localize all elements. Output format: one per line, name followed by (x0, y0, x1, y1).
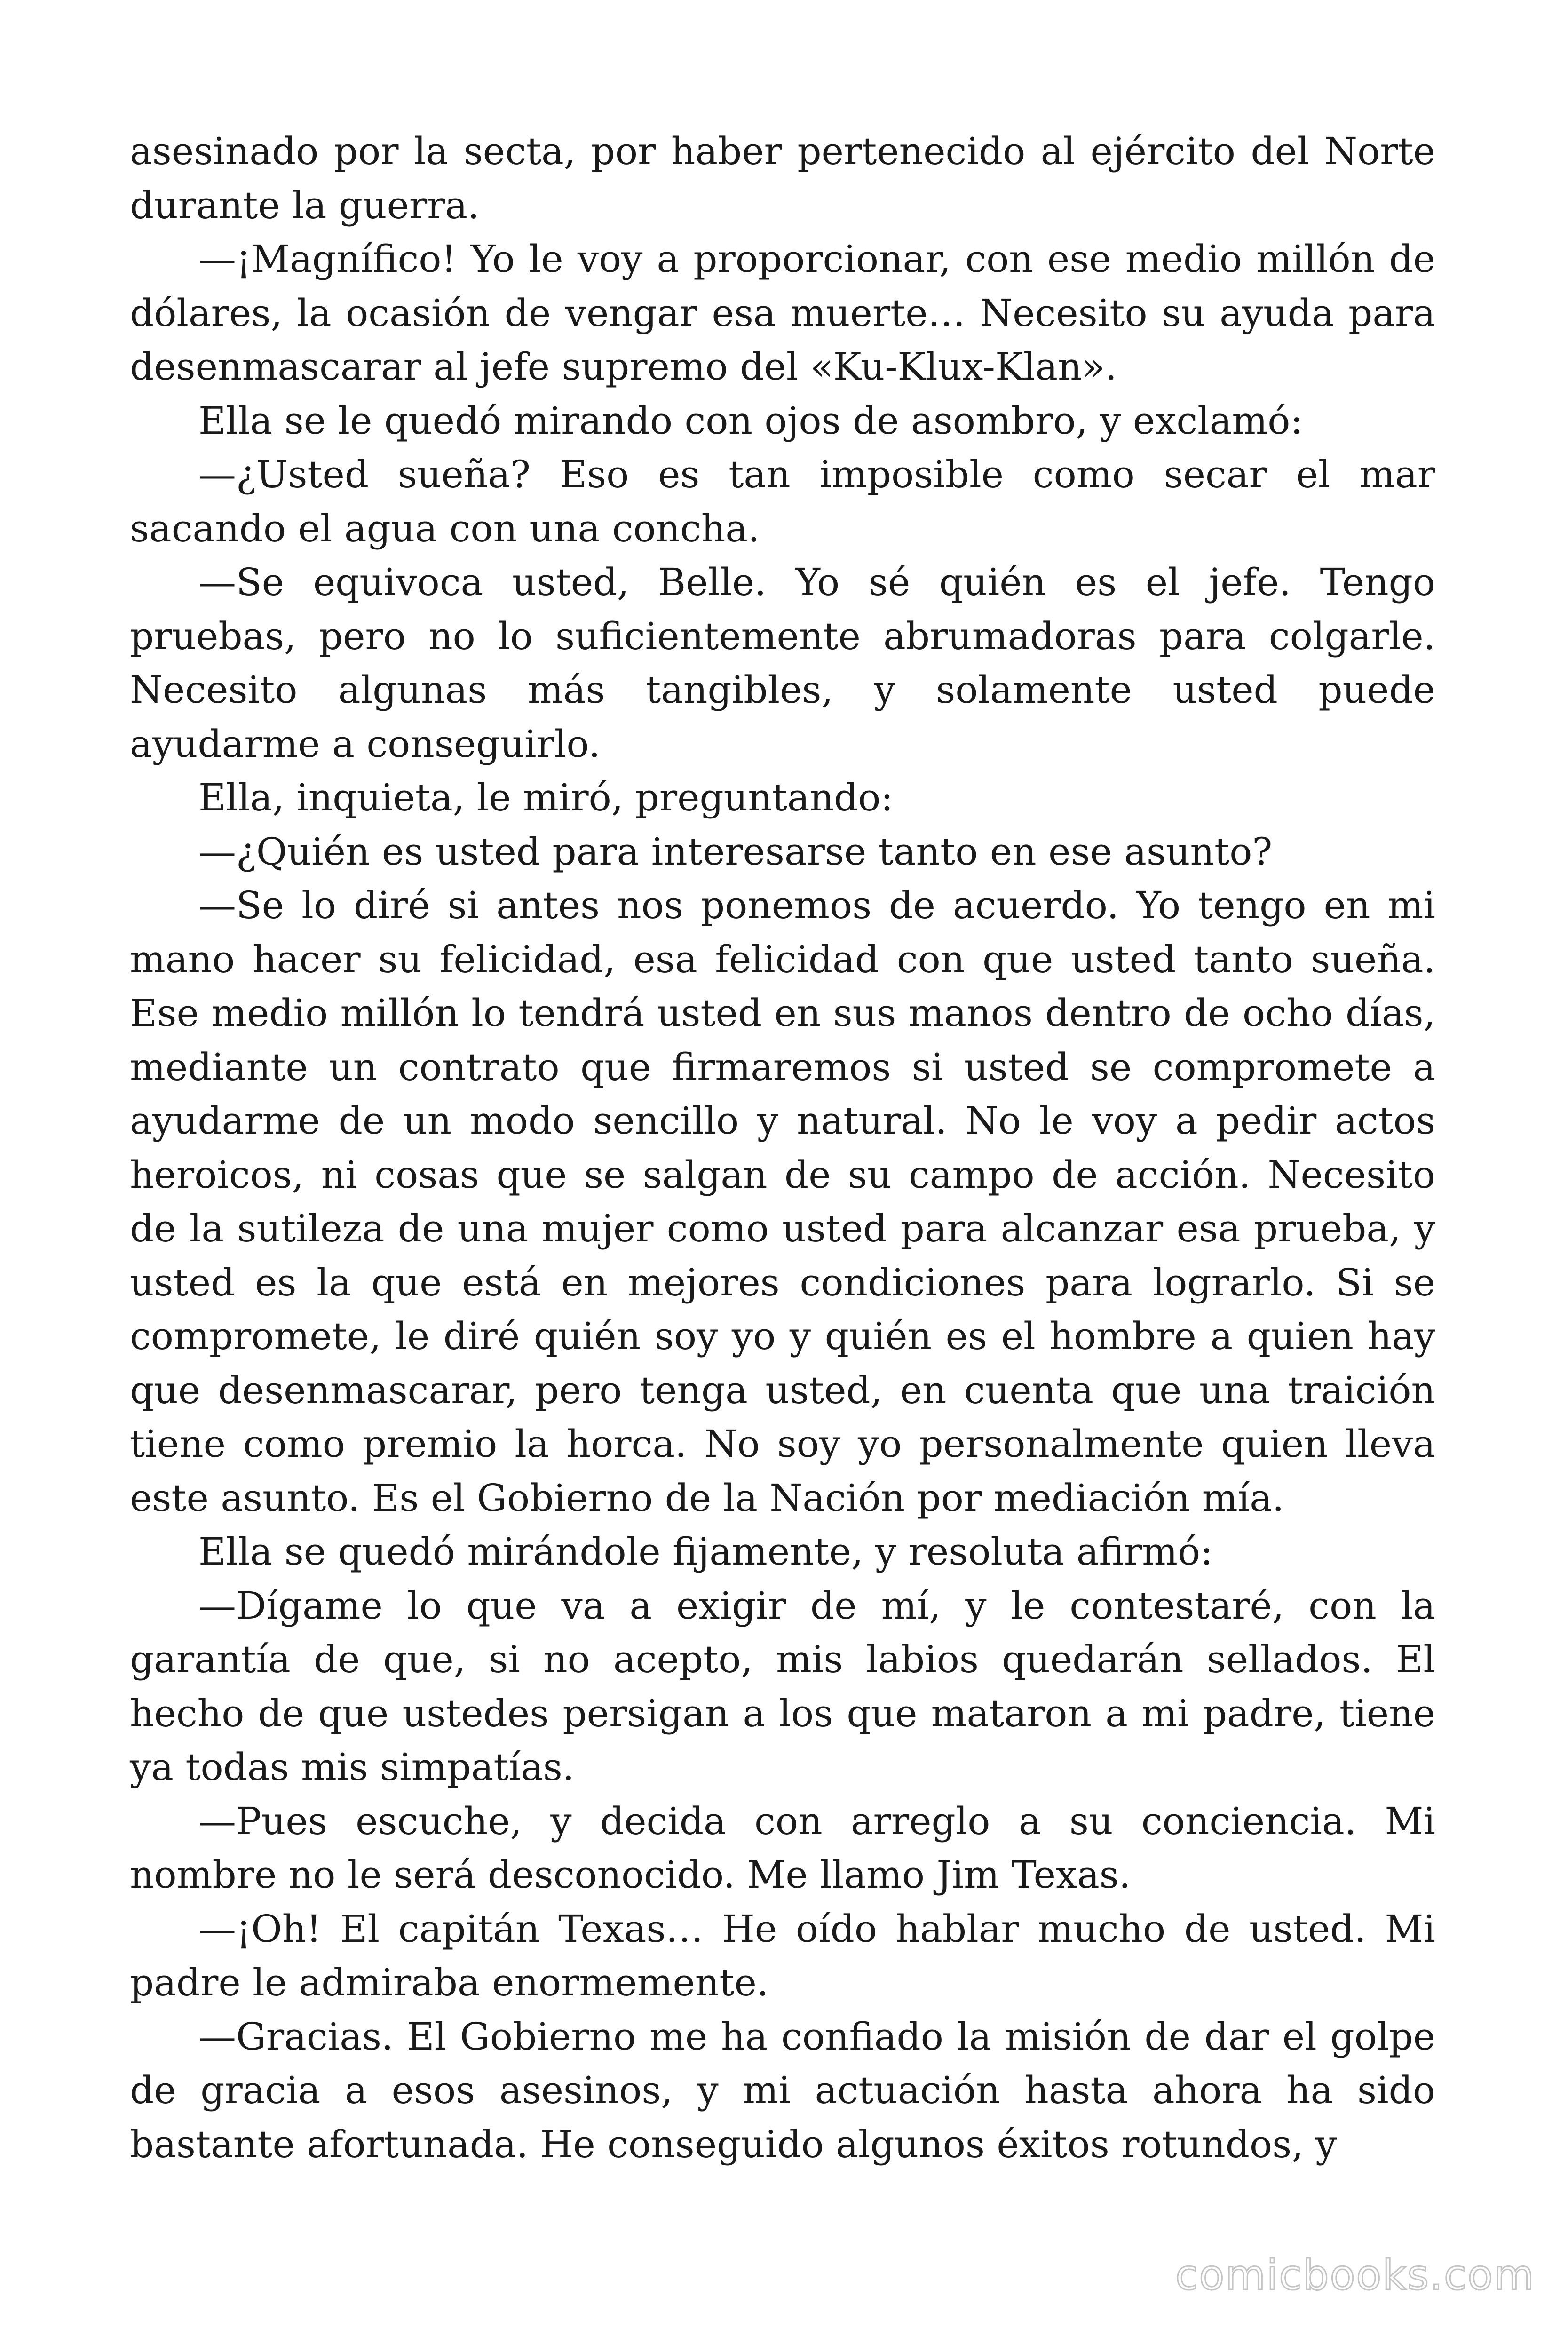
paragraph: —¡Magnífico! Yo le voy a proporcionar, con ese medio millón de dólares, la ocasión de vengar esa muerte… Necesito su ayuda para desenmascarar al jefe supremo del «Ku-Klux-Klan». (130, 237, 1435, 389)
watermark: comicbooks.com (1175, 2251, 1535, 2299)
paragraph: Ella se le quedó mirando con ojos de asombro, y exclamó: (198, 398, 1303, 443)
paragraph: Ella se quedó mirándole fijamente, y resoluta afirmó: (198, 1530, 1213, 1573)
paragraph: asesinado por la secta, por haber pertenecido al ejército del Norte durante la guerra. (130, 129, 1435, 227)
body-text (130, 125, 1435, 2171)
paragraph: —Dígame lo que va a exigir de mí, y le contestaré, con la garantía de que, si no acepto, mis labios quedarán sellados. El hecho de que ustedes persigan a los que mataron a mi padre, tiene ya todas mis simpatías. (130, 1583, 1435, 1789)
paragraph: —¿Usted sueña? Eso es tan imposible como secar el mar sacando el agua con una concha. (130, 453, 1435, 550)
paragraph: Ella, inquieta, le miró, preguntando: (198, 776, 894, 819)
paragraph: —¿Quién es usted para interesarse tanto en ese asunto? (198, 829, 1273, 874)
paragraph: —Pues escuche, y decida con arreglo a su conciencia. Mi nombre no le será desconocido. Me llamo Jim Texas. (130, 1799, 1435, 1897)
paragraph: —¡Oh! El capitán Texas… He oído hablar mucho de usted. Mi padre le admiraba enormemente. (130, 1907, 1435, 2004)
paragraph: —Gracias. El Gobierno me ha confiado la misión de dar el golpe de gracia a esos asesinos, y mi actuación hasta ahora ha sido bastante afortunada. He conseguido algunos éxitos rotundos, y (130, 2014, 1435, 2166)
paragraph: —Se lo diré si antes nos ponemos de acuerdo. Yo tengo en mi mano hacer su felicidad, esa felicidad con que usted tanto sueña. Ese medio millón lo tendrá usted en sus manos dentro de ocho días, mediante un contrato que firmaremos si usted se compromete a ayudarme de un modo sencillo y natural. No le voy a pedir actos heroicos, ni cosas que se salgan de su campo de acción. Necesito de la sutileza de una mujer como usted para alcanzar esa prueba, y usted es la que está en mejores condiciones para lograrlo. Si se compromete, le diré quién soy yo y quién es el hombre a quien hay que desenmascarar, pero tenga usted, en cuenta que una traición tiene como premio la horca. No soy yo personalmente quien lleva este asunto. Es el Gobierno de la Nación por mediación mía. (130, 883, 1435, 1520)
paragraph: —Se equivoca usted, Belle. Yo sé quién es el jefe. Tengo pruebas, pero no lo suficientemente abrumadoras para colgarle. Necesito algunas más tangibles, y solamente usted puede ayudarme a conseguirlo. (130, 560, 1435, 766)
